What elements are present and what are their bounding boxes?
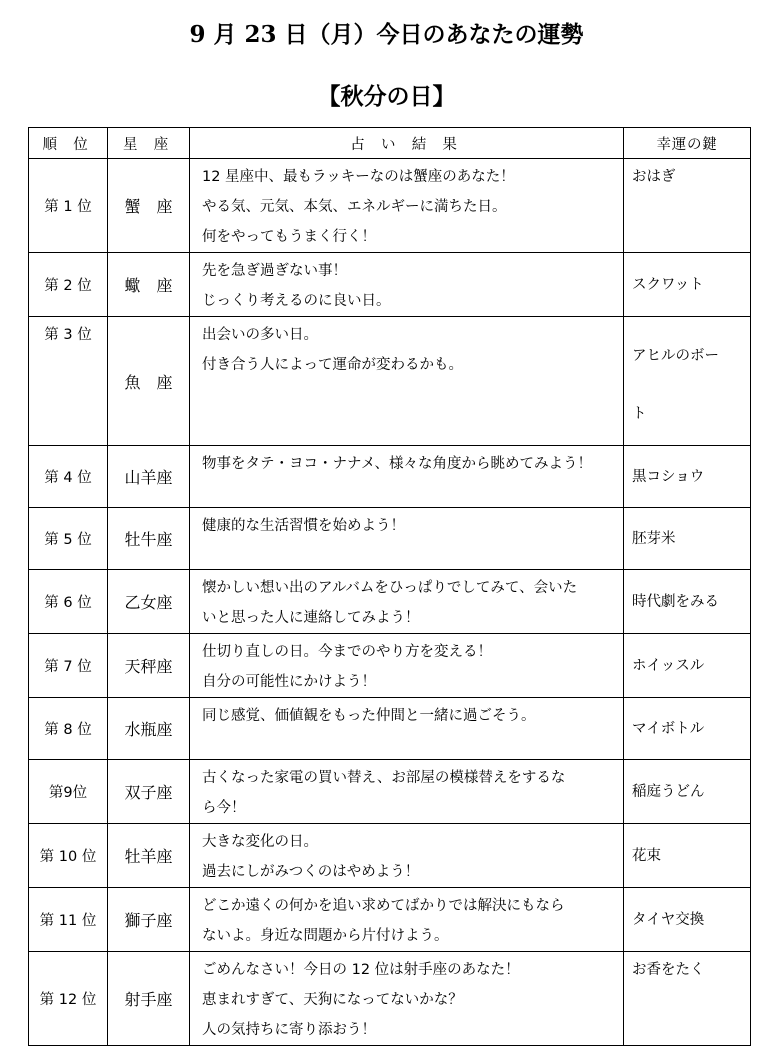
luck-line: アヒルのボー (632, 348, 719, 364)
horoscope-table (28, 127, 751, 1046)
result-cell (190, 634, 624, 698)
sign-cell: 獅子座 (108, 888, 190, 952)
rank-cell: 第 2 位 (29, 253, 108, 317)
result-line: 過去にしがみつくのはやめよう！ (202, 864, 420, 880)
luck-cell: タイヤ交換 (624, 888, 751, 952)
page-subtitle: 【秋分の日】 (317, 83, 456, 110)
rank-cell: 第 1 位 (29, 159, 108, 253)
result-line: じっくり考えるのに良い日。 (202, 293, 391, 309)
result-line: ないよ。身近な問題から片付けよう。 (202, 928, 449, 944)
table-row (29, 698, 751, 760)
sign-cell: 水瓶座 (108, 698, 190, 760)
table-row (29, 253, 751, 317)
rank-cell: 第 6 位 (29, 570, 108, 634)
luck-cell (624, 317, 751, 446)
rank-cell: 第 11 位 (29, 888, 108, 952)
result-cell (190, 824, 624, 888)
result-cell (190, 698, 624, 760)
result-cell (190, 317, 624, 446)
luck-cell: マイボトル (624, 698, 751, 760)
luck-cell: ホイッスル (624, 634, 751, 698)
table-row (29, 446, 751, 508)
column-header-luck: 幸運の鍵 (624, 128, 751, 159)
rank-cell: 第 4 位 (29, 446, 108, 508)
rank-cell: 第 8 位 (29, 698, 108, 760)
result-line: 大きな変化の日。 (202, 834, 318, 850)
result-line: 12 星座中、最もラッキーなのは蟹座のあなた！ (202, 169, 515, 185)
result-line: 付き合う人によって運命が変わるかも。 (202, 357, 463, 373)
result-cell (190, 446, 624, 508)
table-row (29, 508, 751, 570)
table-row (29, 888, 751, 952)
luck-cell: 稲庭うどん (624, 760, 751, 824)
luck-cell: 花束 (624, 824, 751, 888)
result-line: いと思った人に連絡してみよう！ (202, 610, 420, 626)
table-row (29, 317, 751, 446)
result-cell (190, 253, 624, 317)
result-line: どこか遠くの何かを追い求めてばかりでは解決にもなら (202, 898, 565, 914)
sign-cell: 射手座 (108, 952, 190, 1046)
result-line: 古くなった家電の買い替え、お部屋の模様替えをするな (202, 770, 566, 786)
result-line: 恵まれすぎて、天狗になってないかな？ (202, 992, 463, 1008)
rank-cell: 第 3 位 (29, 317, 108, 446)
result-line: 同じ感覚、価値観をもった仲間と一緒に過ごそう。 (202, 708, 536, 724)
result-line: 先を急ぎ過ぎない事！ (202, 263, 347, 279)
result-line: 人の気持ちに寄り添おう！ (202, 1022, 376, 1038)
sign-cell: 牡羊座 (108, 824, 190, 888)
table-row (29, 824, 751, 888)
result-line: 出会いの多い日。 (202, 327, 318, 343)
result-line: 物事をタテ・ヨコ・ナナメ、様々な角度から眺めてみよう！ (202, 456, 593, 472)
result-line: やる気、元気、本気、エネルギーに満ちた日。 (202, 199, 507, 215)
luck-cell: お香をたく (624, 952, 751, 1046)
table-row (29, 159, 751, 253)
sign-cell: 山羊座 (108, 446, 190, 508)
result-line: ら今！ (202, 800, 246, 816)
table-row (29, 634, 751, 698)
luck-line: ト (632, 406, 647, 422)
luck-cell: 黒コショウ (624, 446, 751, 508)
result-cell (190, 159, 624, 253)
rank-cell: 第9位 (29, 760, 108, 824)
sign-cell: 蠍 座 (108, 253, 190, 317)
sign-cell: 乙女座 (108, 570, 190, 634)
result-cell (190, 888, 624, 952)
result-line: 何をやってもうまく行く！ (202, 229, 376, 245)
luck-cell: 時代劇をみる (624, 570, 751, 634)
result-cell (190, 760, 624, 824)
result-line: 仕切り直しの日。今までのやり方を変える！ (202, 644, 492, 660)
sign-cell: 天秤座 (108, 634, 190, 698)
result-cell (190, 570, 624, 634)
sign-cell: 蟹 座 (108, 159, 190, 253)
rank-cell: 第 7 位 (29, 634, 108, 698)
page-title: 9 月 23 日（月）今日のあなたの運勢 (189, 21, 584, 48)
column-header-sign: 星 座 (108, 128, 190, 159)
table-header-row (29, 128, 751, 159)
luck-cell: 胚芽米 (624, 508, 751, 570)
table-row (29, 952, 751, 1046)
luck-cell: スクワット (624, 253, 751, 317)
luck-cell: おはぎ (624, 159, 751, 253)
sign-cell: 魚 座 (108, 317, 190, 446)
result-line: 健康的な生活習慣を始めよう！ (202, 518, 405, 534)
table-row (29, 570, 751, 634)
result-line: 自分の可能性にかけよう！ (202, 674, 376, 690)
column-header-result: 占 い 結 果 (190, 128, 624, 159)
result-cell (190, 952, 624, 1046)
rank-cell: 第 10 位 (29, 824, 108, 888)
result-line: 懐かしい想い出のアルバムをひっぱりでしてみて、会いた (202, 580, 578, 596)
result-cell (190, 508, 624, 570)
sign-cell: 牡牛座 (108, 508, 190, 570)
sign-cell: 双子座 (108, 760, 190, 824)
rank-cell: 第 5 位 (29, 508, 108, 570)
column-header-rank: 順 位 (29, 128, 108, 159)
rank-cell: 第 12 位 (29, 952, 108, 1046)
table-row (29, 760, 751, 824)
result-line: ごめんなさい！今日の 12 位は射手座のあなた！ (202, 962, 520, 978)
